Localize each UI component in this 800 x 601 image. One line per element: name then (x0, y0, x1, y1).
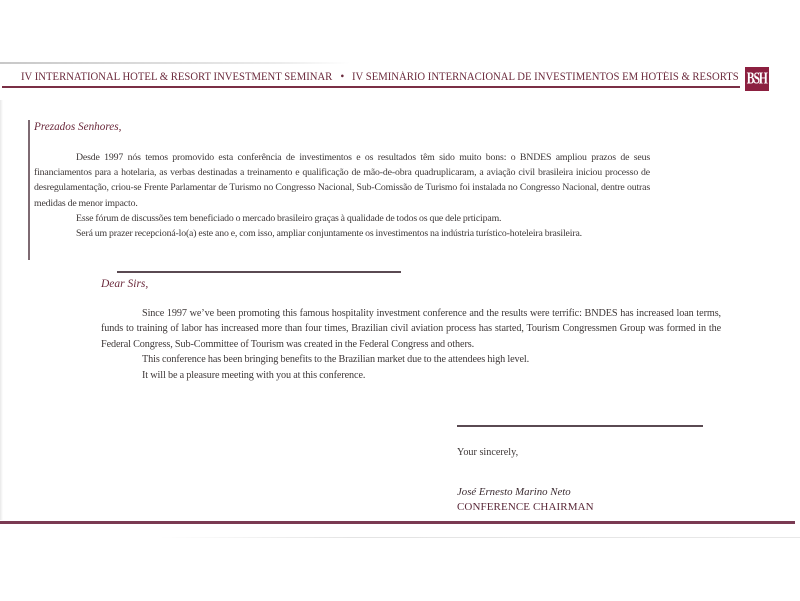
bsh-logo (745, 67, 769, 91)
page-left-shadow (0, 100, 3, 520)
portuguese-paragraph: Será um prazer recepcioná-lo(a) este ano e, com isso, ampliar conjuntamente os investimentos na indústria turístico-hoteleira brasileira. (76, 228, 582, 240)
letterhead (0, 66, 800, 96)
portuguese-body (34, 150, 650, 241)
signer-name: José Ernesto Marino Neto (457, 486, 571, 498)
portuguese-paragraph: Desde 1997 nós temos promovido esta conferência de investimentos e os resultados têm sido muito bons: o BNDES ampliou prazos de seus financiamentos para a hotelaria, as verbas destinadas a treinamento e qualificação de mão-de-obra quadruplicaram, a aviação civil brasileira iniciou processo de desregulamentação, criou-se Frente Parlamentar de Turismo no Congresso Nacional, Sub-Comissão de Turismo foi instalada no Congresso Nacional, dentre outras medidas de menor impacto. (34, 152, 650, 209)
english-paragraph: Since 1997 we’ve been promoting this famous hospitality investment conference and the results were terrific: BNDES has increased loan terms, funds to training of labor has increased more than four times, Brazilian civil aviation process has started, Tourism Congressmen Group was formed in the Federal Congress, Sub-Committee of Tourism was created in the Federal Congress and others. (101, 308, 721, 350)
portuguese-section-bar (28, 120, 30, 260)
english-paragraph: It will be a pleasure meeting with you at this conference. (142, 369, 366, 381)
signature-divider (457, 425, 703, 427)
letterhead-title-pt: IV SEMINÁRIO INTERNACIONAL DE INVESTIMENTOS EM HOTÉIS & RESORTS (352, 71, 739, 83)
page-edge-bottom (160, 537, 800, 538)
english-paragraph: This conference has been bringing benefits to the Brazilian market due to the attendees high level. (142, 354, 530, 366)
english-body (101, 306, 721, 383)
letterhead-title-en: IV INTERNATIONAL HOTEL & RESORT INVESTMENT SEMINAR (21, 71, 333, 83)
letterhead-rule (2, 86, 740, 88)
letterhead-title (21, 71, 739, 86)
closing-line: Your sincerely, (457, 447, 519, 458)
letterhead-separator: • (340, 71, 345, 83)
signer-title: CONFERENCE CHAIRMAN (457, 501, 594, 513)
section-divider (117, 271, 401, 273)
bsh-logo-text: BSH (747, 69, 767, 88)
english-salutation: Dear Sirs, (101, 278, 149, 290)
portuguese-salutation: Prezados Senhores, (34, 121, 122, 133)
portuguese-paragraph: Esse fórum de discussões tem beneficiado o mercado brasileiro graças à qualidade de todos os que dele prticipam. (76, 212, 502, 224)
page-edge-top (0, 62, 350, 64)
footer-rule (0, 521, 795, 524)
